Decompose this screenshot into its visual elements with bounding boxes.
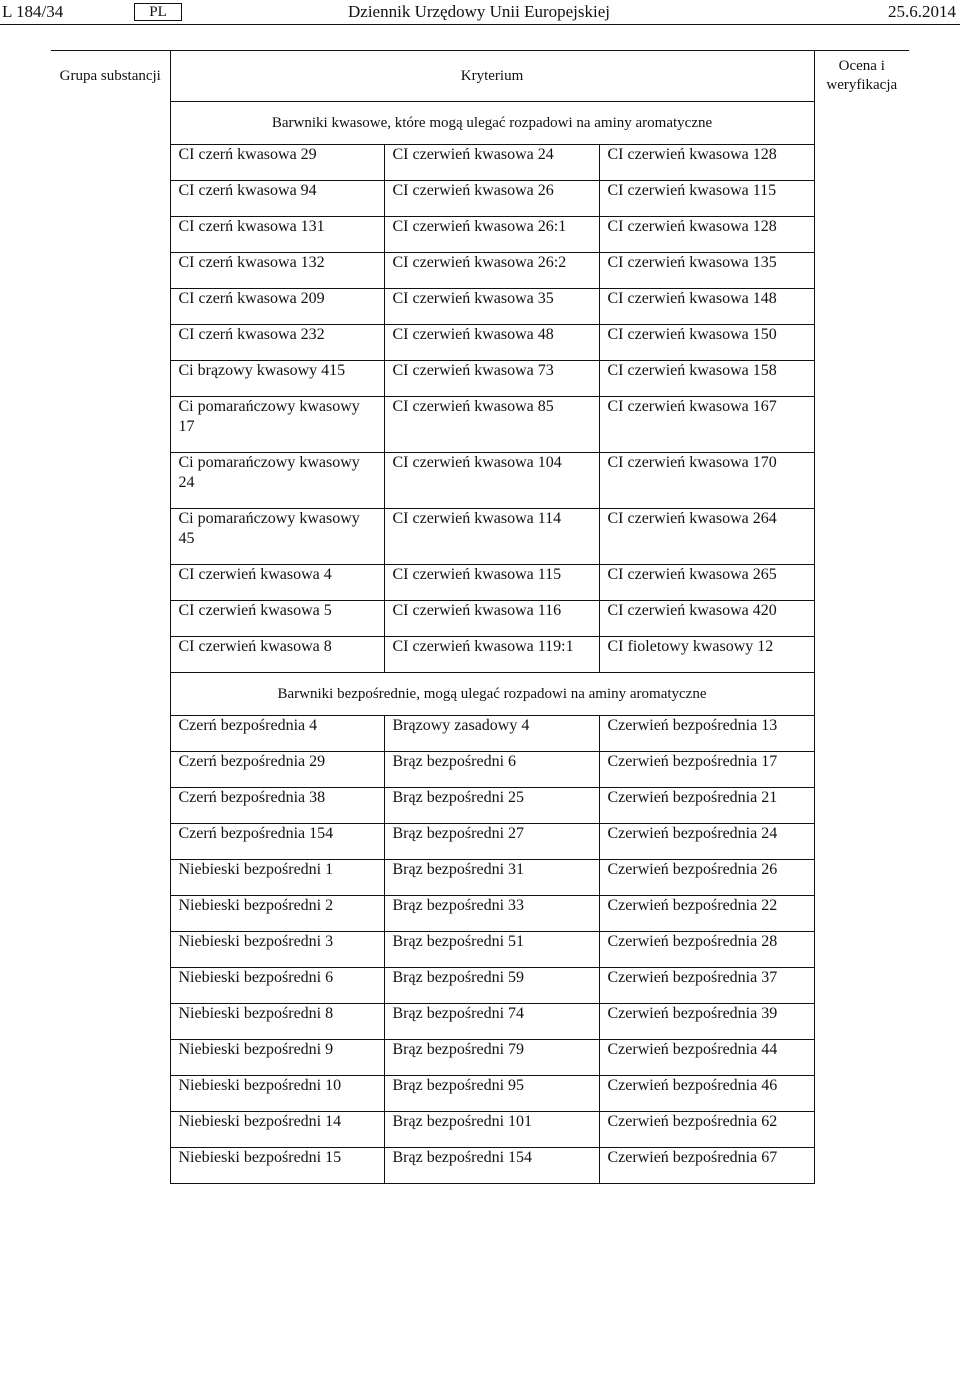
assessment-cell bbox=[814, 564, 909, 600]
table-row bbox=[51, 1039, 909, 1075]
dye-cell: Niebieski bezpośredni 9 bbox=[170, 1039, 384, 1075]
table-body bbox=[51, 101, 909, 1183]
table-row bbox=[51, 823, 909, 859]
dye-cell: Niebieski bezpośredni 3 bbox=[170, 931, 384, 967]
dye-cell: Brąz bezpośredni 31 bbox=[384, 859, 599, 895]
group-cell bbox=[51, 324, 170, 360]
group-cell bbox=[51, 1039, 170, 1075]
dye-cell: Brąz bezpośredni 74 bbox=[384, 1003, 599, 1039]
table-row bbox=[51, 180, 909, 216]
assessment-cell bbox=[814, 823, 909, 859]
dye-cell: Niebieski bezpośredni 8 bbox=[170, 1003, 384, 1039]
dye-cell: Czerń bezpośrednia 154 bbox=[170, 823, 384, 859]
group-cell bbox=[51, 672, 170, 715]
group-cell bbox=[51, 931, 170, 967]
group-cell bbox=[51, 216, 170, 252]
dye-cell: CI czerwień kwasowa 158 bbox=[599, 360, 814, 396]
criteria-table bbox=[51, 50, 909, 1184]
dye-cell: Czerwień bezpośrednia 46 bbox=[599, 1075, 814, 1111]
dye-cell: CI czerwień kwasowa 115 bbox=[384, 564, 599, 600]
assessment-cell bbox=[814, 636, 909, 672]
dye-cell: Czerwień bezpośrednia 37 bbox=[599, 967, 814, 1003]
assessment-cell bbox=[814, 252, 909, 288]
dye-cell: Brąz bezpośredni 27 bbox=[384, 823, 599, 859]
dye-cell: Czerwień bezpośrednia 67 bbox=[599, 1147, 814, 1183]
assessment-cell bbox=[814, 144, 909, 180]
journal-title: Dziennik Urzędowy Unii Europejskiej bbox=[348, 2, 611, 21]
header-rule bbox=[0, 24, 960, 25]
page-reference: L 184/34 bbox=[2, 2, 64, 21]
dye-cell: CI czerwień kwasowa 128 bbox=[599, 216, 814, 252]
group-cell bbox=[51, 967, 170, 1003]
group-cell bbox=[51, 396, 170, 452]
dye-cell: Ci pomarańczowy kwasowy 45 bbox=[170, 508, 384, 564]
group-cell bbox=[51, 636, 170, 672]
table-row bbox=[51, 288, 909, 324]
group-cell bbox=[51, 823, 170, 859]
assessment-cell bbox=[814, 508, 909, 564]
table-row bbox=[51, 715, 909, 751]
dye-cell: Czerwień bezpośrednia 22 bbox=[599, 895, 814, 931]
dye-cell: Czerwień bezpośrednia 13 bbox=[599, 715, 814, 751]
group-cell bbox=[51, 895, 170, 931]
assessment-cell bbox=[814, 396, 909, 452]
group-cell bbox=[51, 1147, 170, 1183]
dye-cell: CI czerwień kwasowa 26:1 bbox=[384, 216, 599, 252]
dye-cell: CI czerwień kwasowa 148 bbox=[599, 288, 814, 324]
group-cell bbox=[51, 360, 170, 396]
group-cell bbox=[51, 452, 170, 508]
dye-cell: Brąz bezpośredni 33 bbox=[384, 895, 599, 931]
table-row bbox=[51, 600, 909, 636]
dye-cell: Ci pomarańczowy kwasowy 24 bbox=[170, 452, 384, 508]
table-row bbox=[51, 216, 909, 252]
table-row bbox=[51, 252, 909, 288]
assessment-cell bbox=[814, 1147, 909, 1183]
assessment-cell bbox=[814, 216, 909, 252]
table-row bbox=[51, 1003, 909, 1039]
publication-date: 25.6.2014 bbox=[888, 2, 956, 21]
dye-cell: CI czerwień kwasowa 167 bbox=[599, 396, 814, 452]
dye-cell: CI czerwień kwasowa 114 bbox=[384, 508, 599, 564]
group-cell bbox=[51, 508, 170, 564]
assessment-cell bbox=[814, 787, 909, 823]
table-row bbox=[51, 1111, 909, 1147]
assessment-cell bbox=[814, 324, 909, 360]
dye-cell: CI czerwień kwasowa 119:1 bbox=[384, 636, 599, 672]
table-row bbox=[51, 787, 909, 823]
table-row bbox=[51, 564, 909, 600]
dye-cell: Niebieski bezpośredni 10 bbox=[170, 1075, 384, 1111]
assessment-cell bbox=[814, 360, 909, 396]
dye-cell: CI czerwień kwasowa 115 bbox=[599, 180, 814, 216]
dye-cell: Niebieski bezpośredni 1 bbox=[170, 859, 384, 895]
dye-cell: CI czerń kwasowa 209 bbox=[170, 288, 384, 324]
group-cell bbox=[51, 751, 170, 787]
table-row bbox=[51, 751, 909, 787]
dye-cell: Czerwień bezpośrednia 21 bbox=[599, 787, 814, 823]
table-row bbox=[51, 931, 909, 967]
dye-cell: CI czerwień kwasowa 264 bbox=[599, 508, 814, 564]
group-cell bbox=[51, 564, 170, 600]
group-cell bbox=[51, 787, 170, 823]
assessment-cell bbox=[814, 715, 909, 751]
group-cell bbox=[51, 101, 170, 144]
assessment-cell bbox=[814, 180, 909, 216]
dye-cell: Brąz bezpośredni 101 bbox=[384, 1111, 599, 1147]
assessment-cell bbox=[814, 1111, 909, 1147]
dye-cell: CI czerwień kwasowa 116 bbox=[384, 600, 599, 636]
section-title: Barwniki bezpośrednie, mogą ulegać rozpadowi na aminy aromatyczne bbox=[170, 672, 814, 715]
dye-cell: Ci pomarańczowy kwasowy 17 bbox=[170, 396, 384, 452]
group-cell bbox=[51, 288, 170, 324]
dye-cell: Brąz bezpośredni 95 bbox=[384, 1075, 599, 1111]
dye-cell: Brąz bezpośredni 154 bbox=[384, 1147, 599, 1183]
group-cell bbox=[51, 144, 170, 180]
dye-cell: Ci brązowy kwasowy 415 bbox=[170, 360, 384, 396]
assessment-cell bbox=[814, 895, 909, 931]
dye-cell: Brąz bezpośredni 25 bbox=[384, 787, 599, 823]
dye-cell: Brąz bezpośredni 59 bbox=[384, 967, 599, 1003]
dye-cell: Brąz bezpośredni 51 bbox=[384, 931, 599, 967]
assessment-cell bbox=[814, 931, 909, 967]
dye-cell: CI czerń kwasowa 131 bbox=[170, 216, 384, 252]
dye-cell: Czerwień bezpośrednia 39 bbox=[599, 1003, 814, 1039]
dye-cell: CI czerwień kwasowa 104 bbox=[384, 452, 599, 508]
group-cell bbox=[51, 252, 170, 288]
dye-cell: Czerwień bezpośrednia 26 bbox=[599, 859, 814, 895]
column-header-assessment: Ocena i weryfikacja bbox=[814, 51, 909, 102]
assessment-cell bbox=[814, 288, 909, 324]
section-title: Barwniki kwasowe, które mogą ulegać rozpadowi na aminy aromatyczne bbox=[170, 101, 814, 144]
assessment-cell bbox=[814, 1003, 909, 1039]
table-row bbox=[51, 452, 909, 508]
dye-cell: CI czerń kwasowa 94 bbox=[170, 180, 384, 216]
dye-cell: CI czerwień kwasowa 26:2 bbox=[384, 252, 599, 288]
dye-cell: CI czerń kwasowa 132 bbox=[170, 252, 384, 288]
group-cell bbox=[51, 859, 170, 895]
table-row bbox=[51, 324, 909, 360]
dye-cell: CI czerwień kwasowa 73 bbox=[384, 360, 599, 396]
dye-cell: CI czerwień kwasowa 128 bbox=[599, 144, 814, 180]
dye-cell: Niebieski bezpośredni 2 bbox=[170, 895, 384, 931]
dye-cell: Niebieski bezpośredni 14 bbox=[170, 1111, 384, 1147]
dye-cell: CI fioletowy kwasowy 12 bbox=[599, 636, 814, 672]
group-cell bbox=[51, 1111, 170, 1147]
group-cell bbox=[51, 180, 170, 216]
table-row bbox=[51, 144, 909, 180]
table-row bbox=[51, 1147, 909, 1183]
dye-cell: Niebieski bezpośredni 15 bbox=[170, 1147, 384, 1183]
table-row bbox=[51, 859, 909, 895]
dye-cell: Brąz bezpośredni 79 bbox=[384, 1039, 599, 1075]
assessment-cell bbox=[814, 1039, 909, 1075]
dye-cell: CI czerwień kwasowa 135 bbox=[599, 252, 814, 288]
dye-cell: CI czerwień kwasowa 420 bbox=[599, 600, 814, 636]
dye-cell: Czerwień bezpośrednia 28 bbox=[599, 931, 814, 967]
group-cell bbox=[51, 1075, 170, 1111]
dye-cell: Czerwień bezpośrednia 24 bbox=[599, 823, 814, 859]
assessment-cell bbox=[814, 751, 909, 787]
dye-cell: CI czerwień kwasowa 4 bbox=[170, 564, 384, 600]
table-row bbox=[51, 967, 909, 1003]
page-header bbox=[0, 0, 960, 24]
dye-cell: CI czerwień kwasowa 5 bbox=[170, 600, 384, 636]
dye-cell: Czerń bezpośrednia 29 bbox=[170, 751, 384, 787]
table-row bbox=[51, 895, 909, 931]
language-badge: PL bbox=[134, 3, 182, 21]
dye-cell: Czerwień bezpośrednia 17 bbox=[599, 751, 814, 787]
assessment-cell bbox=[814, 1075, 909, 1111]
assessment-cell bbox=[814, 859, 909, 895]
dye-cell: CI czerwień kwasowa 35 bbox=[384, 288, 599, 324]
column-header-substance-group: Grupa substancji bbox=[51, 51, 170, 102]
table-header-row bbox=[51, 51, 909, 102]
dye-cell: CI czerwień kwasowa 265 bbox=[599, 564, 814, 600]
dye-cell: Niebieski bezpośredni 6 bbox=[170, 967, 384, 1003]
assessment-cell bbox=[814, 101, 909, 144]
group-cell bbox=[51, 1003, 170, 1039]
column-header-criterion: Kryterium bbox=[170, 51, 814, 102]
dye-cell: CI czerwień kwasowa 24 bbox=[384, 144, 599, 180]
table-row bbox=[51, 360, 909, 396]
dye-cell: Brązowy zasadowy 4 bbox=[384, 715, 599, 751]
dye-cell: CI czerń kwasowa 232 bbox=[170, 324, 384, 360]
table-row bbox=[51, 636, 909, 672]
dye-cell: Czerwień bezpośrednia 44 bbox=[599, 1039, 814, 1075]
section-header-row bbox=[51, 672, 909, 715]
dye-cell: Brąz bezpośredni 6 bbox=[384, 751, 599, 787]
assessment-cell bbox=[814, 600, 909, 636]
dye-cell: CI czerwień kwasowa 150 bbox=[599, 324, 814, 360]
dye-cell: CI czerń kwasowa 29 bbox=[170, 144, 384, 180]
dye-cell: Czerń bezpośrednia 38 bbox=[170, 787, 384, 823]
section-header-row bbox=[51, 101, 909, 144]
group-cell bbox=[51, 600, 170, 636]
dye-cell: CI czerwień kwasowa 48 bbox=[384, 324, 599, 360]
dye-cell: CI czerwień kwasowa 85 bbox=[384, 396, 599, 452]
group-cell bbox=[51, 715, 170, 751]
table-row bbox=[51, 508, 909, 564]
assessment-cell bbox=[814, 967, 909, 1003]
dye-cell: CI czerwień kwasowa 170 bbox=[599, 452, 814, 508]
assessment-cell bbox=[814, 452, 909, 508]
dye-cell: CI czerwień kwasowa 26 bbox=[384, 180, 599, 216]
dye-cell: Czerwień bezpośrednia 62 bbox=[599, 1111, 814, 1147]
dye-cell: CI czerwień kwasowa 8 bbox=[170, 636, 384, 672]
table-row bbox=[51, 1075, 909, 1111]
assessment-cell bbox=[814, 672, 909, 715]
dye-cell: Czerń bezpośrednia 4 bbox=[170, 715, 384, 751]
table-row bbox=[51, 396, 909, 452]
